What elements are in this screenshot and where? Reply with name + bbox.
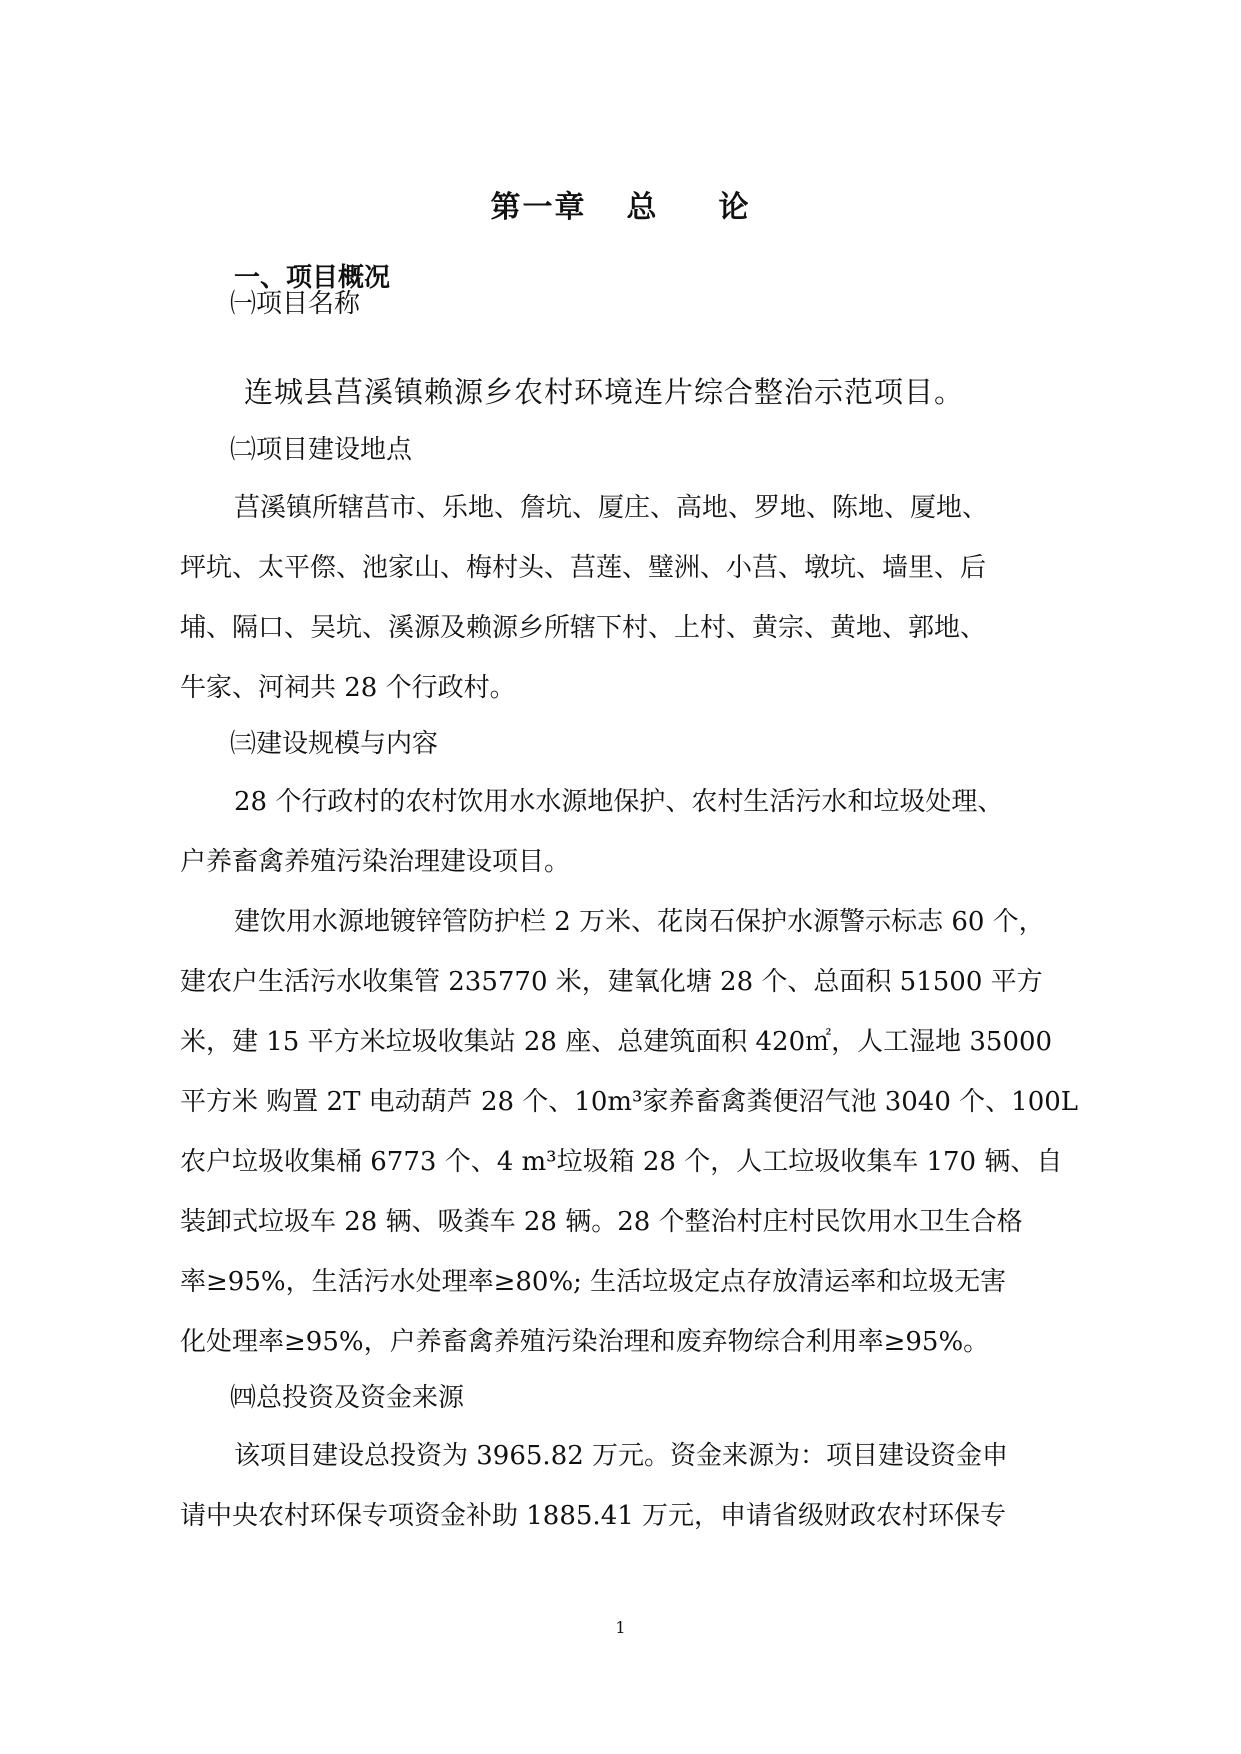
chapter-title-word-1: 总 — [626, 190, 659, 225]
scale-intro-line-1: 28 个行政村的农村饮用水水源地保护、农村生活污水和垃圾处理、 — [234, 787, 1004, 817]
subheading-project-name: ㈠项目名称 — [230, 289, 361, 319]
page-number: 1 — [615, 1618, 626, 1637]
chapter-title — [0, 188, 1241, 228]
location-line-4: 牛家、河祠共 28 个行政村。 — [180, 673, 516, 703]
investment-line-2: 请中央农村环保专项资金补助 1885.41 万元，申请省级财政农村环保专 — [180, 1501, 1007, 1531]
scale-detail-line-3: 米，建 15 平方米垃圾收集站 28 座、总建筑面积 420㎡，人工湿地 35000 — [180, 1027, 1053, 1057]
scale-detail-line-7: 率≥95%，生活污水处理率≥80%; 生活垃圾定点存放清运率和垃圾无害 — [180, 1267, 1007, 1297]
scale-detail-line-5: 农户垃圾收集桶 6773 个、4 m³垃圾箱 28 个，人工垃圾收集车 170 辆、自 — [180, 1147, 1063, 1177]
chapter-title-word-2: 论 — [718, 190, 751, 225]
subheading-location: ㈡项目建设地点 — [230, 435, 413, 465]
scale-detail-line-2: 建农户生活污水收集管 235770 米，建氧化塘 28 个、总面积 51500 平方 — [180, 967, 1043, 997]
subheading-scale: ㈢建设规模与内容 — [230, 729, 439, 759]
investment-line-1: 该项目建设总投资为 3965.82 万元。资金来源为：项目建设资金申 — [234, 1441, 1009, 1471]
section-heading: 一、项目概况 — [234, 263, 391, 293]
scale-detail-line-6: 装卸式垃圾车 28 辆、吸粪车 28 辆。28 个整治村庄村民饮用水卫生合格 — [180, 1207, 1023, 1237]
location-line-3: 埔、隔口、吴坑、溪源及赖源乡所辖下村、上村、黄宗、黄地、郭地、 — [180, 613, 987, 643]
location-line-1: 莒溪镇所辖莒市、乐地、詹坑、厦庄、高地、罗地、陈地、厦地、 — [234, 493, 989, 523]
scale-intro-line-2: 户养畜禽养殖污染治理建设项目。 — [180, 847, 571, 877]
chapter-number: 第一章 — [490, 190, 587, 225]
subheading-investment: ㈣总投资及资金来源 — [230, 1383, 465, 1413]
location-line-2: 坪坑、太平傺、池家山、梅村头、莒莲、璧洲、小莒、墩坑、墙里、后 — [180, 553, 987, 583]
scale-detail-line-1: 建饮用水源地镀锌管防护栏 2 万米、花岗石保护水源警示标志 60 个， — [234, 907, 1045, 937]
scale-detail-line-4: 平方米 购置 2T 电动葫芦 28 个、10m³家养畜禽粪便沼气池 3040 个、100L — [180, 1087, 1079, 1117]
scale-detail-line-8: 化处理率≥95%，户养畜禽养殖污染治理和废弃物综合利用率≥95%。 — [180, 1327, 990, 1357]
project-name-text: 连城县莒溪镇赖源乡农村环境连片综合整治示范项目。 — [244, 375, 965, 409]
